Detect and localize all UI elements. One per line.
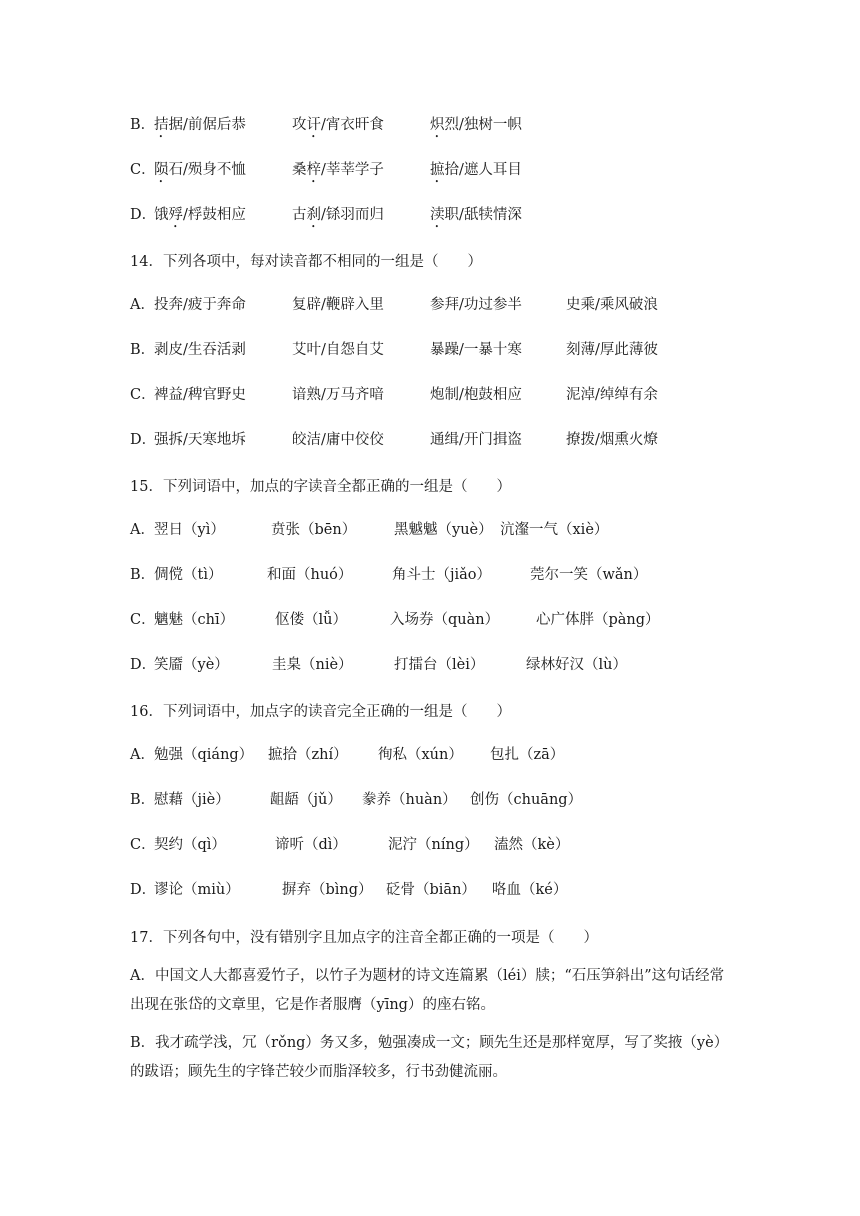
q17-option-a: A．中国文人大都喜爱竹子，以竹子为题材的诗文连篇累（léi）牍；“石压笋斜出”这句话经常出现在张岱的文章里，它是作者服膺（yīng）的座右铭。: [130, 968, 725, 1013]
document-page: B． 拮据/前倨后恭 攻讦/宵衣旰食 炽烈/独树一帜 C． 陨石/殒身不恤 桑梓/莘莘学子 摭拾/遮人耳目 D． 饿殍/桴鼓相应 古刹/铩羽而归 渎职/舐犊情深 14．下列各项中，每对读音都不相同的一组是（ ） A． 投奔/疲于奔命 复辟/鞭辟入里 参拜/功过参半 史乘/乘风破浪 B． 剥皮/生吞活剥 艾叶/自怨自艾 暴躁/一暴十寒 刻薄/厚此薄彼 C． 裨益/稗官野史 谙熟/万马齐喑 炮制/枹鼓相应 泥淖/绰绰有余 D． 强拆/天寒地坼 皎洁/庸中佼佼 通缉/开门揖盗 撩拨/烟熏火燎 15．下列词语中，加点的字读音全都正确的一组是（ ） A． 翌日（yì） 贲张（bēn） 黑魆魆（yuè） 沆瀣一气（xiè） B． 倜傥（tì） 和面（huó） 角斗士（jiǎo） 莞尔一笑（wǎn） C． 魑魅（chī） 伛偻（lǚ） 入场券（quàn） 心广体胖（pàng） D． 笑靥（yè） 圭臬（niè） 打擂台（lèi） 绿林好汉（lù） 16．下列词语中，加点字的读音完全正确的一组是（ ） A． 勉强（qiáng） 摭拾（zhí） 徇私（xún） 包扎（zā） B． 慰藉（jiè） 龃龉（jǔ） 豢养（huàn） 创伤（chuāng） C． 契约（qì） 谛听（dì） 泥泞（níng） 溘然（kè） D． 谬论（miù） 摒弃（bìng） 砭骨（biān） 咯血（ké） 17．下列各句中，没有错别字且加点字的注音全都正确的一项是（ ） A．中国文人大都喜爱竹子，以竹子为题材的诗文连篇累（léi）牍；“石压笋斜出”这句话经常出现在张岱的文章里，它是作者服膺（yīng）的座右铭。 B．我才疏学浅，冗（rǒng）务又多，勉强凑成一文；顾先生还是那样宽厚，写了奖掖（yè）的跋语；顾先生的字锋芒较少而脂泽较多，行书劲健流丽。: [0, 0, 860, 1216]
q15-stem: 15．下列词语中，加点的字读音全都正确的一组是（ ）: [130, 479, 511, 495]
q14-stem: 14．下列各项中，每对读音都不相同的一组是（ ）: [130, 254, 482, 270]
q16-stem: 16．下列词语中，加点字的读音完全正确的一组是（ ）: [130, 704, 511, 720]
q17-option-b: B．我才疏学浅，冗（rǒng）务又多，勉强凑成一文；顾先生还是那样宽厚，写了奖掖（yè）的跋语；顾先生的字锋芒较少而脂泽较多，行书劲健流丽。: [130, 1035, 729, 1080]
q17-stem: 17．下列各句中，没有错别字且加点字的注音全都正确的一项是（ ）: [130, 930, 598, 946]
